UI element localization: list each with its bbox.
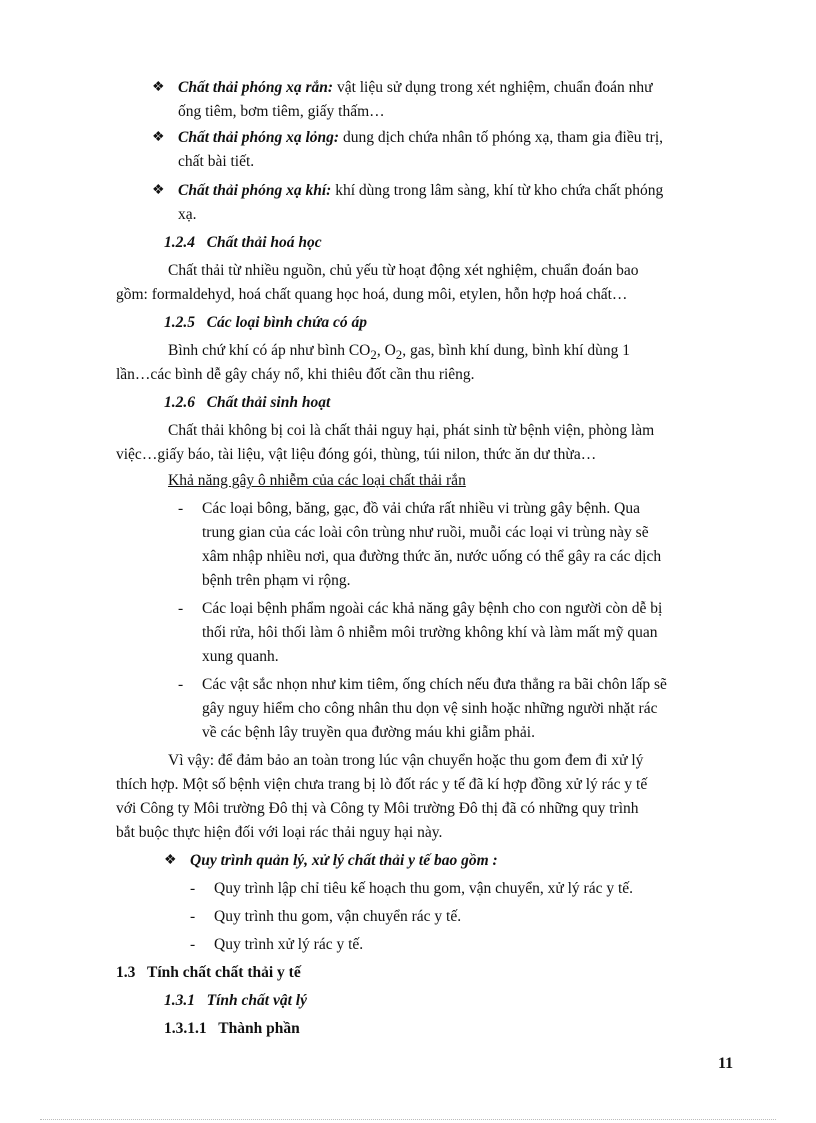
radio-liquid-line1 xyxy=(178,128,663,148)
list-item-line: xung quanh. xyxy=(202,648,279,665)
list-item-line: xâm nhập nhiều nơi, qua đường thức ăn, nước uống có thể gây ra các dịch xyxy=(202,548,662,565)
list-item-line: Quy trình thu gom, vận chuyển rác y tế. xyxy=(214,908,462,925)
radio-gas-line1 xyxy=(178,181,663,201)
paragraph-line: Vì vậy: để đảm bảo an toàn trong lúc vận chuyển hoặc thu gom đem đi xử lý xyxy=(168,752,644,769)
list-item-line: gây nguy hiểm cho công nhân thu dọn vệ sinh hoặc những người nhặt rác xyxy=(202,700,658,717)
diamond-bullet-icon: ❖ xyxy=(152,80,165,95)
dash-bullet: - xyxy=(178,600,184,617)
dash-bullet: - xyxy=(190,908,196,925)
heading-number: 1.2.6 xyxy=(164,394,195,411)
heading-number: 1.2.4 xyxy=(164,234,195,251)
process-heading: Quy trình quản lý, xử lý chất thải y tế bao gồm : xyxy=(190,852,498,869)
heading-title: Chất thải sinh hoạt xyxy=(206,394,331,411)
list-item-line: Quy trình xử lý rác y tế. xyxy=(214,936,364,953)
heading-1-2-5 xyxy=(164,313,367,333)
paragraph-line: bắt buộc thực hiện đối với loại rác thải nguy hại này. xyxy=(116,824,443,841)
heading-number: 1.3.1.1 xyxy=(164,1020,207,1037)
heading-number: 1.3 xyxy=(116,964,136,981)
text-run: , gas, bình khí dung, bình khí dùng 1 xyxy=(402,342,630,359)
heading-1-2-6 xyxy=(164,393,330,413)
paragraph-line: gồm: formaldehyd, hoá chất quang học hoá, dung môi, etylen, hỗn hợp hoá chất… xyxy=(116,286,628,303)
heading-title: Thành phần xyxy=(218,1020,300,1037)
paragraph-line: Chất thải không bị coi là chất thải nguy hại, phát sinh từ bệnh viện, phòng làm xyxy=(168,422,655,439)
diamond-bullet-icon: ❖ xyxy=(164,853,177,868)
text-run: , O xyxy=(376,342,396,359)
radio-liquid-desc: dung dịch chứa nhân tố phóng xạ, tham gia điều trị, xyxy=(342,129,664,146)
list-item-line: Các loại bông, băng, gạc, đồ vải chứa rất nhiều vi trùng gây bệnh. Qua xyxy=(202,500,640,517)
radio-gas-line2: xạ. xyxy=(178,206,197,223)
radio-solid-line1 xyxy=(178,78,737,98)
heading-1-3 xyxy=(116,963,301,983)
list-item-line: trung gian của các loài côn trùng như ruồi, muỗi các loại vi trùng này sẽ xyxy=(202,524,649,541)
heading-number: 1.2.5 xyxy=(164,314,195,331)
heading-1-3-1-1 xyxy=(164,1019,300,1039)
subscript: 2 xyxy=(370,347,377,363)
paragraph-line xyxy=(168,341,630,365)
heading-title: Tính chất chất thải y tế xyxy=(147,964,301,981)
radio-gas-term: Chất thải phóng xạ khí: xyxy=(178,182,332,199)
dash-bullet: - xyxy=(190,880,196,897)
diamond-bullet-icon: ❖ xyxy=(152,130,165,145)
list-item-line: Quy trình lập chỉ tiêu kế hoạch thu gom, vận chuyển, xử lý rác y tế. xyxy=(214,880,634,897)
subscript: 2 xyxy=(395,347,403,363)
heading-title: Tính chất vật lý xyxy=(206,992,307,1009)
radio-liquid-line2: chất bài tiết. xyxy=(178,153,255,170)
dash-bullet: - xyxy=(190,936,196,953)
diamond-bullet-icon: ❖ xyxy=(152,183,165,198)
radio-gas-desc: khí dùng trong lâm sàng, khí từ kho chứa chất phóng xyxy=(335,182,664,199)
heading-title: Chất thải hoá học xyxy=(206,234,322,251)
page-number: 11 xyxy=(718,1055,734,1072)
paragraph-line: với Công ty Môi trường Đô thị và Công ty Môi trường Đô thị đã có những quy trình xyxy=(116,800,639,817)
heading-title: Các loại bình chứa có áp xyxy=(206,314,368,331)
paragraph-line: thích hợp. Một số bệnh viện chưa trang bị lò đốt rác y tế đã kí hợp đồng xử lý rác y tế xyxy=(116,776,648,793)
paragraph-line: Chất thải từ nhiều nguồn, chủ yếu từ hoạt động xét nghiệm, chuẩn đoán bao xyxy=(168,262,639,279)
list-item-line: về các bệnh lây truyền qua đường máu khi giẫm phải. xyxy=(202,724,535,741)
paragraph-line: việc…giấy báo, tài liệu, vật liệu đóng gói, thùng, túi nilon, thức ăn dư thừa… xyxy=(116,446,597,463)
paragraph-line: lần…các bình dễ gây cháy nổ, khi thiêu đốt cần thu riêng. xyxy=(116,366,475,383)
radio-solid-line2: ống tiêm, bơm tiêm, giấy thấm… xyxy=(178,103,385,120)
dash-bullet: - xyxy=(178,676,184,693)
list-item-line: thối rửa, hôi thối làm ô nhiễm môi trường không khí và làm mất mỹ quan xyxy=(202,624,658,641)
heading-number: 1.3.1 xyxy=(164,992,195,1009)
radio-solid-term: Chất thải phóng xạ rắn: xyxy=(178,79,334,96)
list-item-line: bệnh trên phạm vi rộng. xyxy=(202,572,351,589)
radio-liquid-term: Chất thải phóng xạ lỏng: xyxy=(178,129,340,146)
pollution-heading: Khả năng gây ô nhiễm của các loại chất thải rắn xyxy=(168,472,466,489)
heading-1-3-1 xyxy=(164,991,307,1011)
radio-solid-desc: vật liệu sử dụng trong xét nghiệm, chuẩn đoán như xyxy=(336,79,653,96)
list-item-line: Các vật sắc nhọn như kim tiêm, ống chích nếu đưa thẳng ra bãi chôn lấp sẽ xyxy=(202,676,667,693)
text-run: Bình chứ khí có áp như bình CO xyxy=(168,342,371,359)
footer-divider xyxy=(40,1119,776,1120)
list-item-line: Các loại bệnh phẩm ngoài các khả năng gây bệnh cho con người còn dễ bị xyxy=(202,600,663,617)
heading-1-2-4 xyxy=(164,233,322,253)
dash-bullet: - xyxy=(178,500,184,517)
